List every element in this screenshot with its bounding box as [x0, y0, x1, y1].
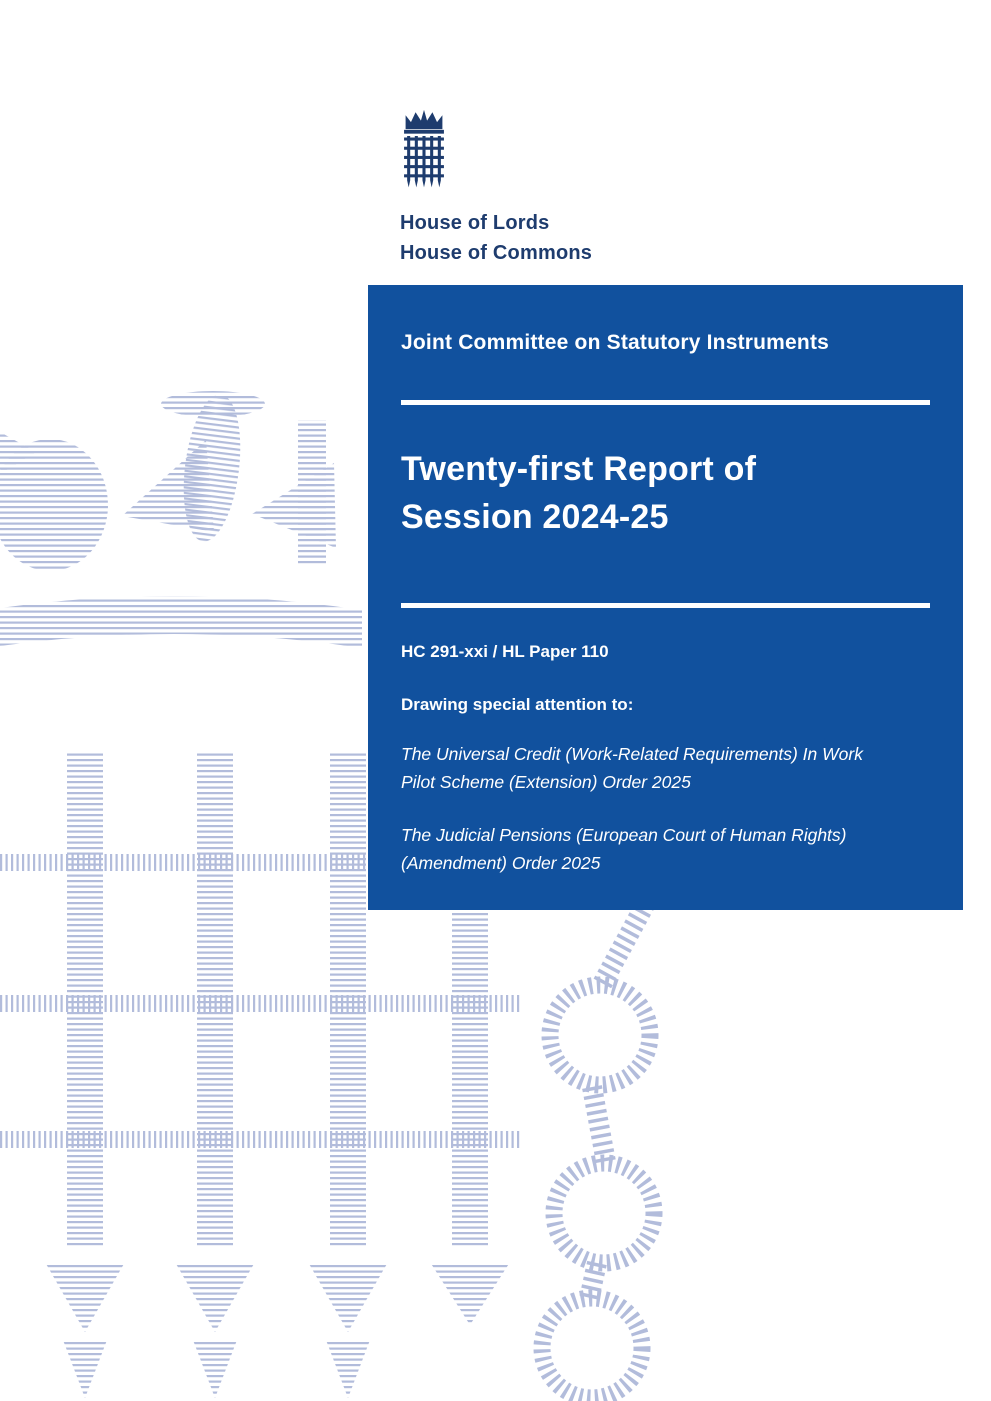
house-of-lords-label: House of Lords [400, 212, 550, 234]
instrument-item-2: The Judicial Pensions (European Court of Human Rights) (Amendment) Order 2025 [401, 825, 847, 873]
report-title [401, 445, 930, 541]
committee-name: Joint Committee on Statutory Instruments [401, 331, 830, 354]
paper-reference: HC 291-xxi / HL Paper 110 [401, 642, 609, 661]
attention-heading: Drawing special attention to: [401, 695, 634, 714]
parliament-portcullis-logo-icon [401, 106, 447, 192]
house-of-commons-label: House of Commons [400, 242, 593, 264]
crown-watermark-icon [0, 391, 362, 648]
divider-top [401, 400, 930, 405]
divider-middle [401, 603, 930, 608]
report-title-line2: Session 2024-25 [401, 498, 669, 536]
report-title-line1: Twenty-first Report of [401, 450, 757, 488]
chain-links-watermark-icon [542, 903, 654, 1398]
portcullis-spike-points [45, 1262, 510, 1398]
instrument-item-1: The Universal Credit (Work-Related Requirements) In Work Pilot Scheme (Extension) Order 2025 [401, 744, 863, 792]
masthead [400, 106, 592, 268]
report-title-panel [368, 285, 963, 910]
